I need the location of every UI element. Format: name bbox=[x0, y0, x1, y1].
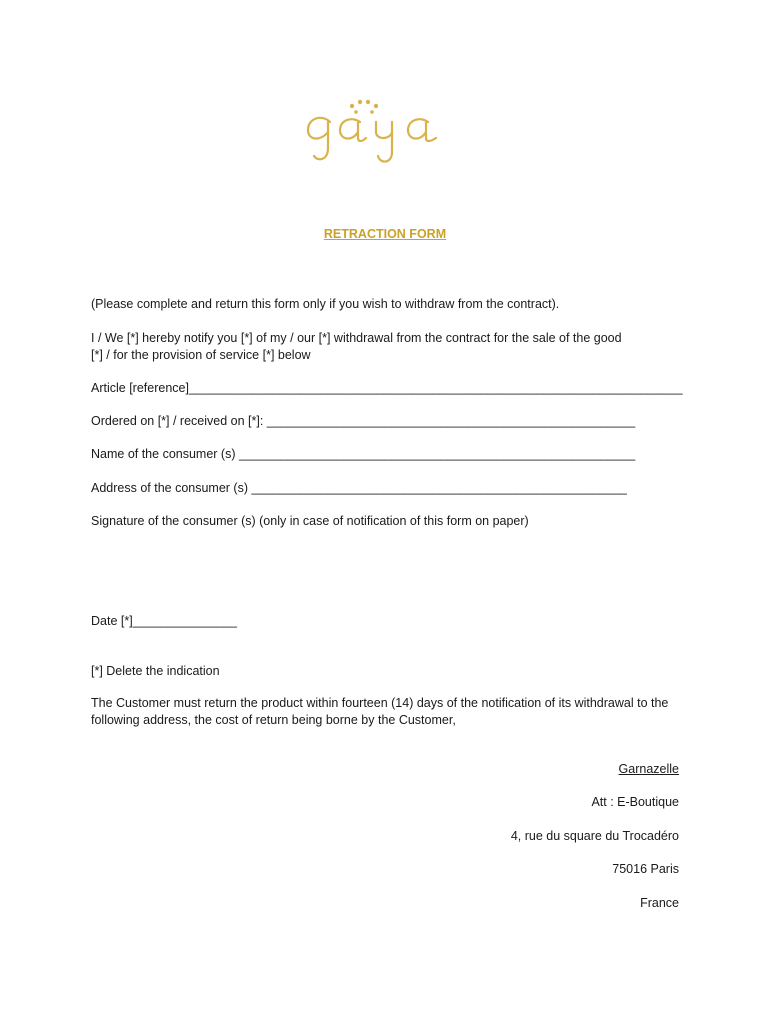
country-line: France bbox=[640, 896, 679, 910]
city-line: 75016 Paris bbox=[612, 862, 679, 876]
notify-text-line-2: [*] / for the provision of service [*] below bbox=[91, 348, 311, 362]
attention-line: Att : E-Boutique bbox=[591, 795, 679, 809]
date-field: Date [*]_______________ bbox=[91, 614, 237, 628]
ordered-field: Ordered on [*] / received on [*]: _____________________________________________________ bbox=[91, 414, 636, 428]
company-name: Garnazelle bbox=[618, 762, 679, 776]
notify-text-line-1: I / We [*] hereby notify you [*] of my / our [*] withdrawal from the contract for the sale of the good bbox=[91, 331, 622, 345]
consumer-name-field: Name of the consumer (s) _________________________________________________________ bbox=[91, 447, 636, 461]
article-field: Article [reference]_______________________________________________________________________ bbox=[91, 381, 683, 395]
delete-note: [*] Delete the indication bbox=[91, 664, 220, 678]
signature-field: Signature of the consumer (s) (only in case of notification of this form on paper) bbox=[91, 514, 529, 528]
instruction-text: (Please complete and return this form only if you wish to withdraw from the contract). bbox=[91, 297, 560, 311]
consumer-address-field: Address of the consumer (s) ______________________________________________________ bbox=[91, 481, 627, 495]
street-address: 4, rue du square du Trocadéro bbox=[510, 829, 679, 843]
form-title: RETRACTION FORM bbox=[323, 227, 447, 241]
gaya-logo bbox=[300, 92, 470, 172]
return-instructions: The Customer must return the product within fourteen (14) days of the notification of its withdrawal to the following address, the cost of return being borne by the Customer, bbox=[91, 696, 669, 727]
